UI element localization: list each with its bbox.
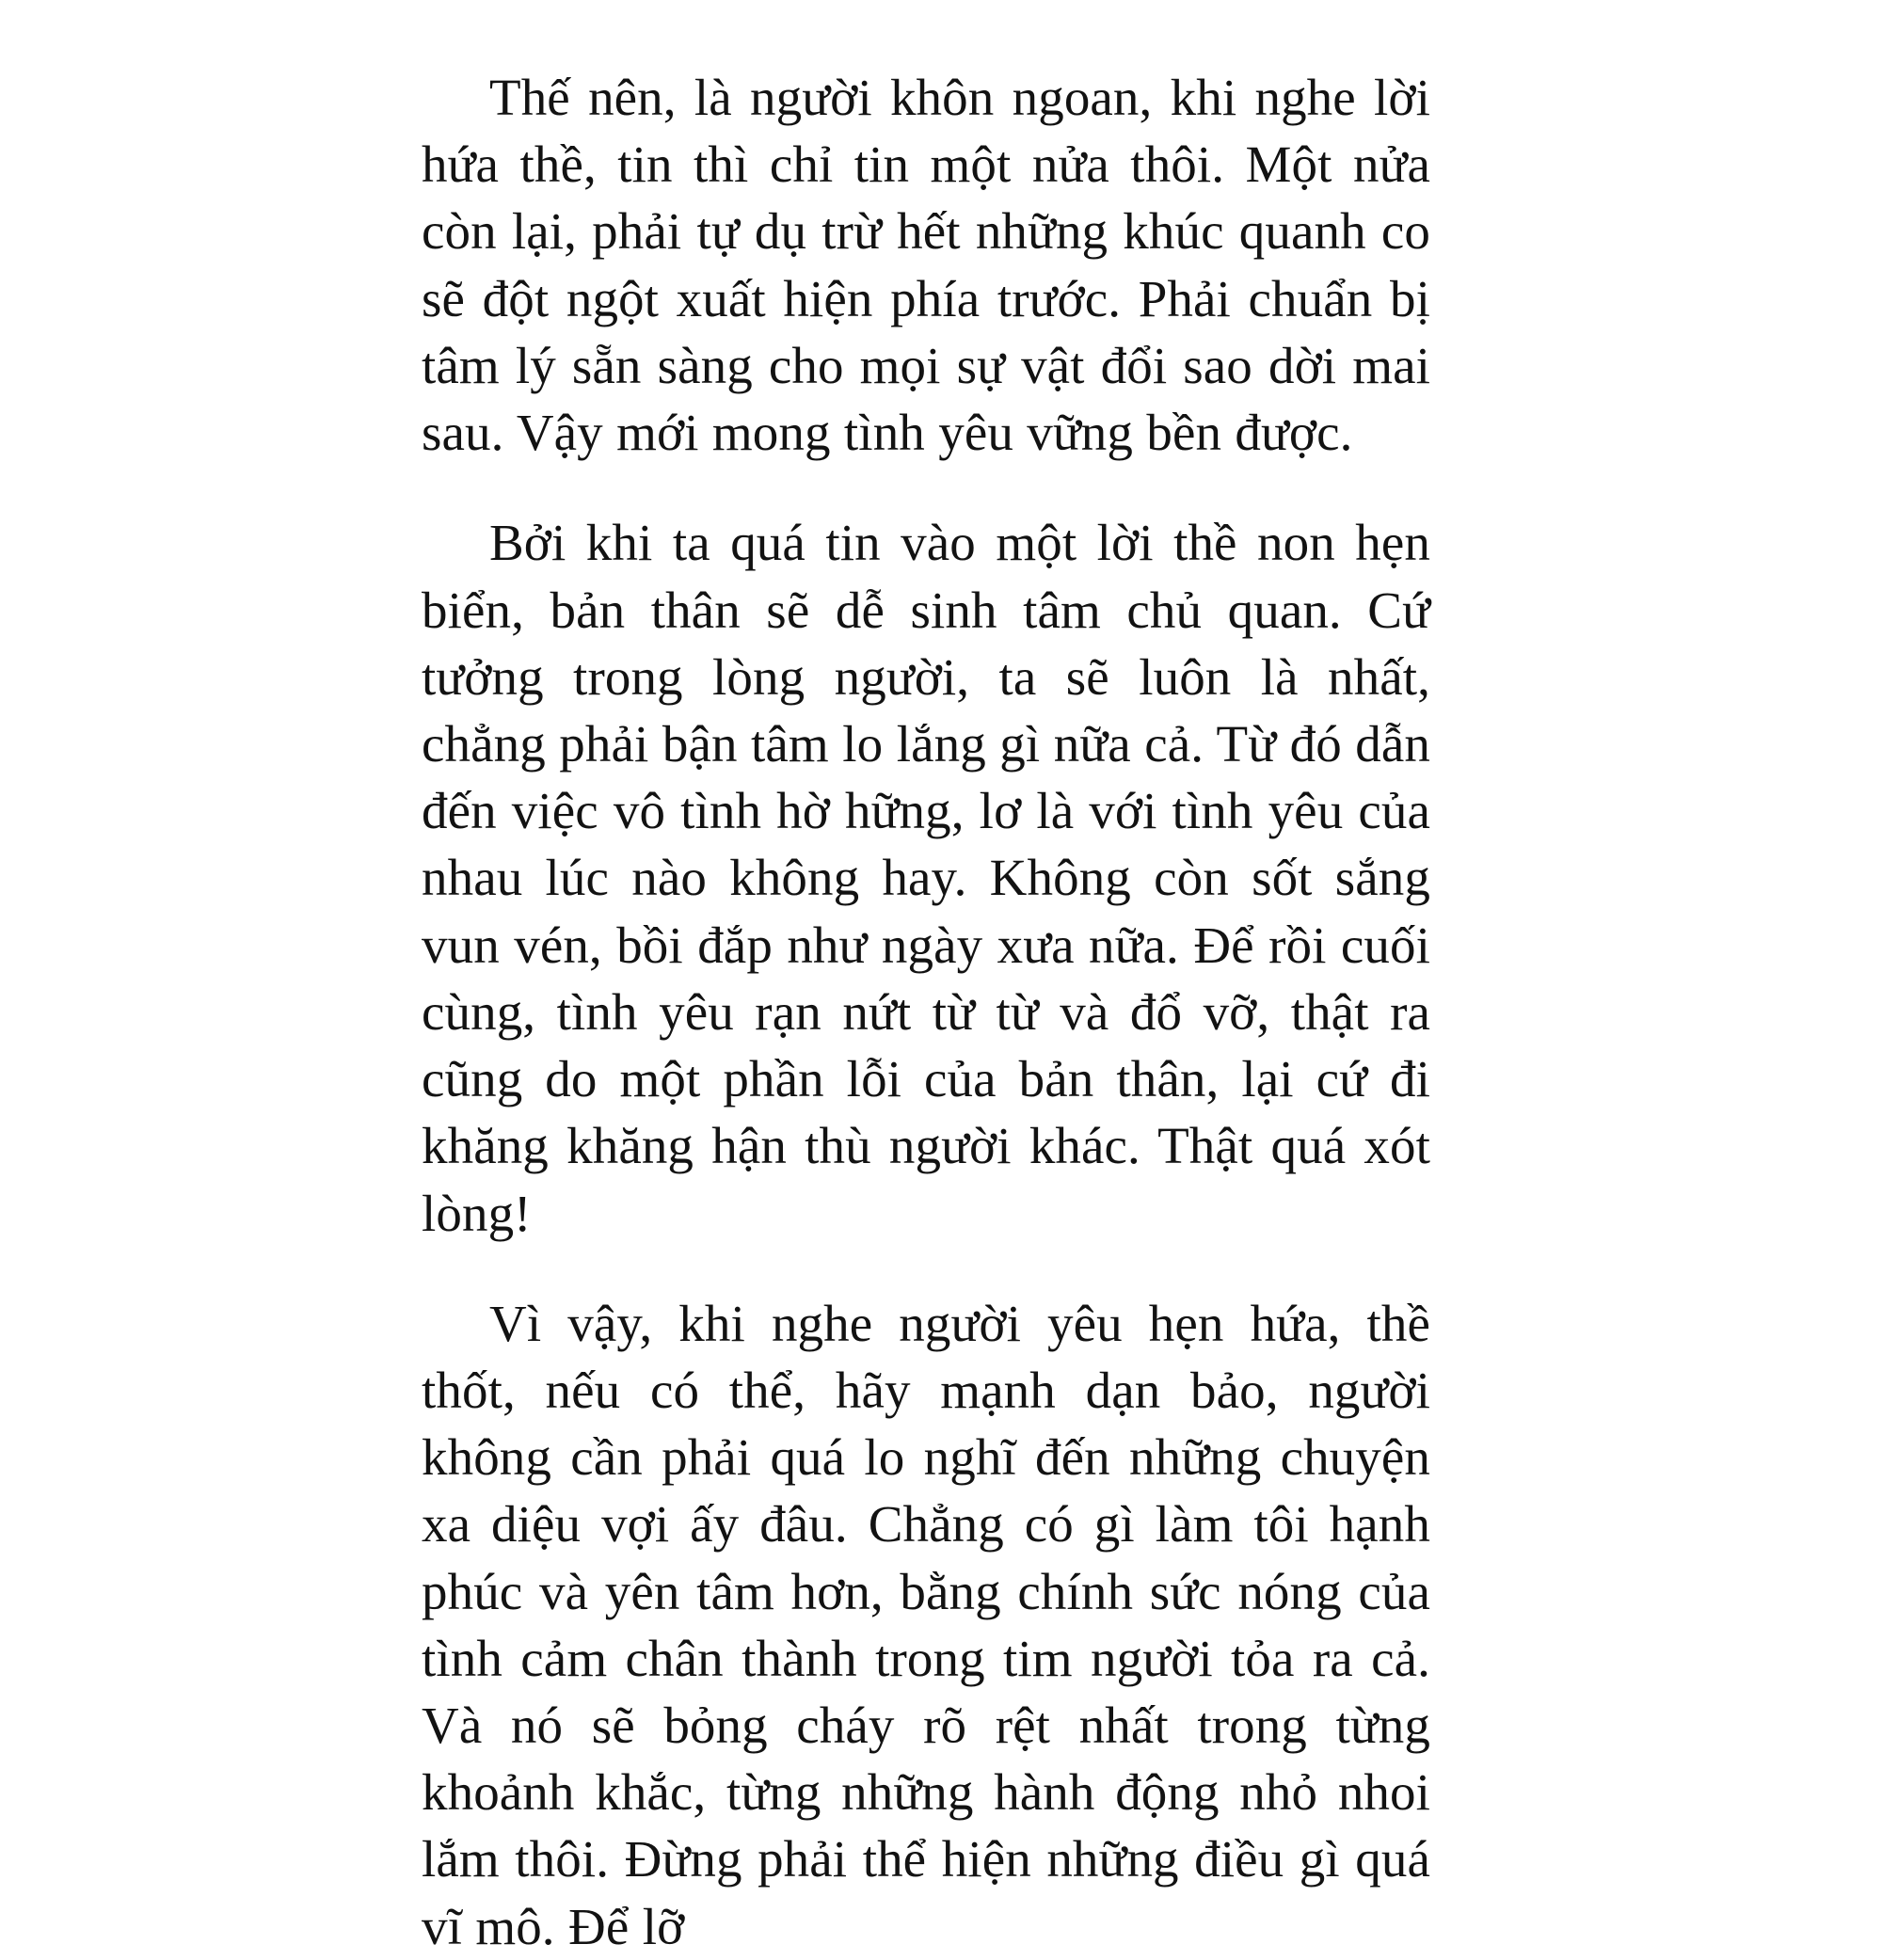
body-text-column — [422, 64, 1430, 1960]
paragraph: Vì vậy, khi nghe người yêu hẹn hứa, thề thốt, nếu có thể, hãy mạnh dạn bảo, người không cần phải quá lo nghĩ đến những chuyện xa diệu vợi ấy đâu. Chẳng có gì làm tôi hạnh phúc và yên tâm hơn, bằng chính sức nóng của tình cảm chân thành trong tim người tỏa ra cả. Và nó sẽ bỏng cháy rõ rệt nhất trong từng khoảnh khắc, từng những hành động nhỏ nhoi lắm thôi. Đừng phải thể hiện những điều gì quá vĩ mô. Để lỡ — [422, 1294, 1430, 1955]
paragraph: Thế nên, là người khôn ngoan, khi nghe lời hứa thề, tin thì chỉ tin một nửa thôi. Một nửa còn lại, phải tự dụ trừ hết những khúc quanh co sẽ đột ngột xuất hiện phía trước. Phải chuẩn bị tâm lý sẵn sàng cho mọi sự vật đổi sao dời mai sau. Vậy mới mong tình yêu vững bền được. — [422, 69, 1430, 462]
paragraph: Bởi khi ta quá tin vào một lời thề non hẹn biển, bản thân sẽ dễ sinh tâm chủ quan. Cứ tưởng trong lòng người, ta sẽ luôn là nhất, chẳng phải bận tâm lo lắng gì nữa cả. Từ đó dẫn đến việc vô tình hờ hững, lơ là với tình yêu của nhau lúc nào không hay. Không còn sốt sắng vun vén, bồi đắp như ngày xưa nữa. Để rồi cuối cùng, tình yêu rạn nứt từ từ và đổ vỡ, thật ra cũng do một phần lỗi của bản thân, lại cứ đi khăng khăng hận thù người khác. Thật quá xót lòng! — [422, 514, 1430, 1242]
